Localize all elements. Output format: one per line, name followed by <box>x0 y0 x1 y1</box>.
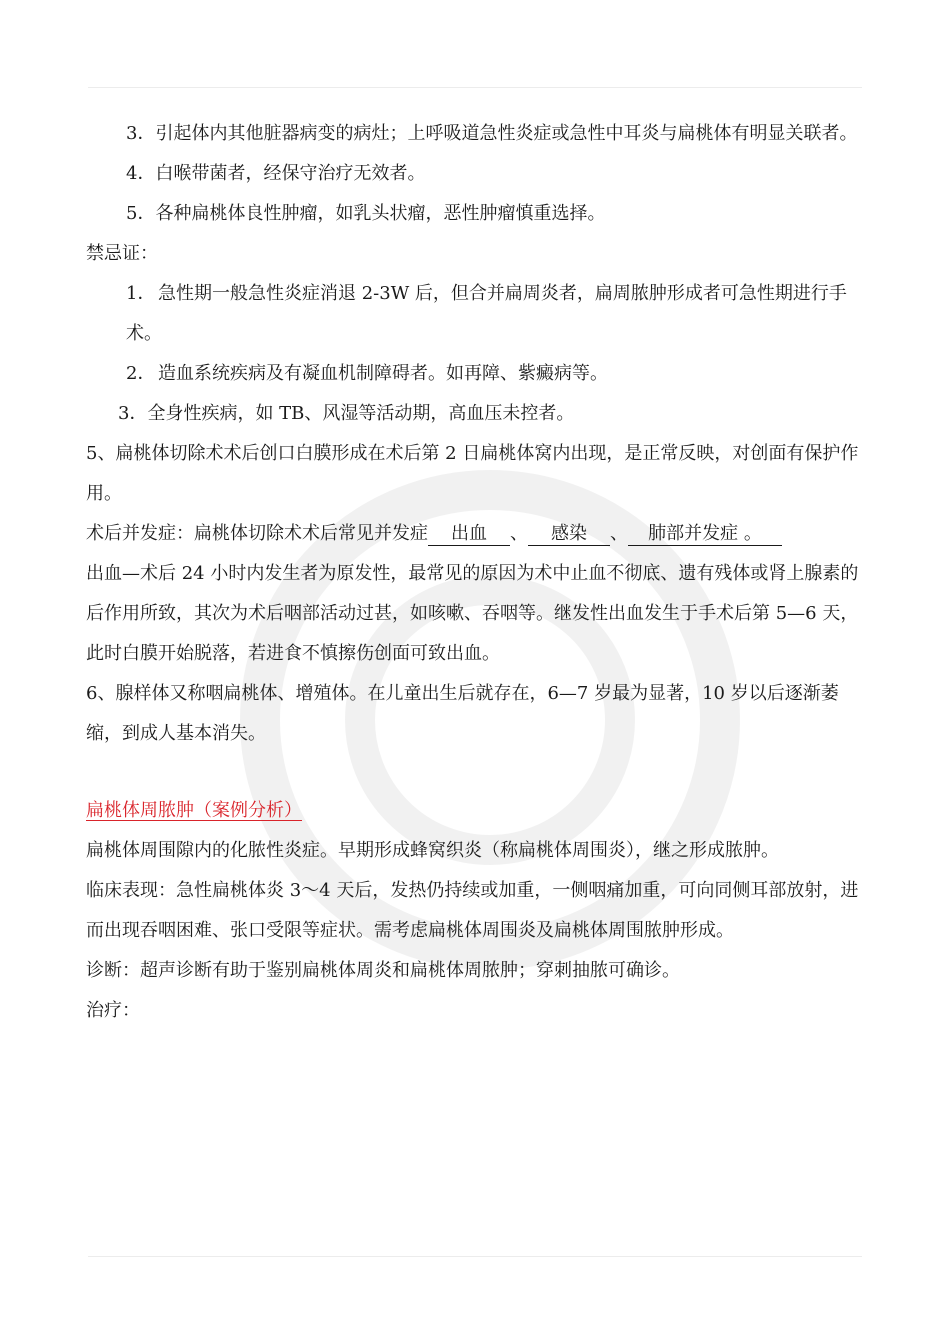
contraindication-item-1 <box>86 274 862 354</box>
header-rule <box>88 87 862 88</box>
contraindication-item-3: 3．全身性疾病，如 TB、风湿等活动期，高血压未控者。 <box>118 403 575 424</box>
contraindication-item-2-number: 2． <box>126 363 156 384</box>
section-title-text: 扁桃体周脓肿（案例分析） <box>86 800 302 821</box>
paragraph-5: 5、扁桃体切除术术后创口白膜形成在术后第 2 日扁桃体窝内出现，是正常反映，对创面有保护作用。 <box>86 443 859 504</box>
contraindication-item-2 <box>86 354 862 394</box>
bleeding-paragraph: 出血—术后 24 小时内发生者为原发性，最常见的原因为术中止血不彻底、遗有残体或肾上腺素的后作用所致，其次为术后咽部活动过甚，如咳嗽、吞咽等。继发性出血发生于手术后第 5—6 天，此时白膜开始脱落，若进食不慎擦伤创面可致出血。 <box>86 563 859 664</box>
document-body <box>86 114 862 1031</box>
separator-1: 、 <box>510 523 528 544</box>
contraindication-item-1-number: 1． <box>126 283 156 304</box>
contraindication-item-2-text: 造血系统疾病及有凝血机制障碍者。如再障、紫癜病等。 <box>158 363 608 384</box>
section-title <box>86 791 862 831</box>
definition-paragraph: 扁桃体周围隙内的化脓性炎症。早期形成蜂窝织炎（称扁桃体周围炎），继之形成脓肿。 <box>86 840 779 861</box>
blank-answer-2: 感染 <box>528 523 610 546</box>
contraindication-heading: 禁忌证： <box>86 243 158 264</box>
indication-item-4: 4．白喉带菌者，经保守治疗无效者。 <box>126 163 426 184</box>
blank-answer-3: 肺部并发症 。 <box>628 523 782 546</box>
footer-rule <box>88 1256 862 1257</box>
contraindication-item-1-text: 急性期一般急性炎症消退 2-3W 后，但合并扁周炎者，扁周脓肿形成者可急性期进行手术。 <box>126 283 847 344</box>
indication-item-5: 5．各种扁桃体良性肿瘤，如乳头状瘤，恶性肿瘤慎重选择。 <box>126 203 606 224</box>
separator-2: 、 <box>610 523 628 544</box>
complications-line <box>86 514 862 554</box>
paragraph-6: 6、腺样体又称咽扁桃体、增殖体。在儿童出生后就存在，6—7 岁最为显著，10 岁以后逐渐萎缩，到成人基本消失。 <box>86 683 839 744</box>
blank-answer-1: 出血 <box>428 523 510 546</box>
diagnosis-paragraph: 诊断：超声诊断有助于鉴别扁桃体周炎和扁桃体周脓肿；穿刺抽脓可确诊。 <box>86 960 680 981</box>
section-gap <box>86 754 862 791</box>
indication-item-3: 3．引起体内其他脏器病变的病灶；上呼吸道急性炎症或急性中耳炎与扁桃体有明显关联者。 <box>126 123 858 144</box>
complications-prefix: 术后并发症：扁桃体切除术术后常见并发症 <box>86 523 428 544</box>
clinical-paragraph: 临床表现：急性扁桃体炎 3～4 天后，发热仍持续或加重，一侧咽痛加重，可向同侧耳部放射，进而出现吞咽困难、张口受限等症状。需考虑扁桃体周围炎及扁桃体周围脓肿形成。 <box>86 880 859 941</box>
treatment-heading: 治疗： <box>86 1000 140 1021</box>
